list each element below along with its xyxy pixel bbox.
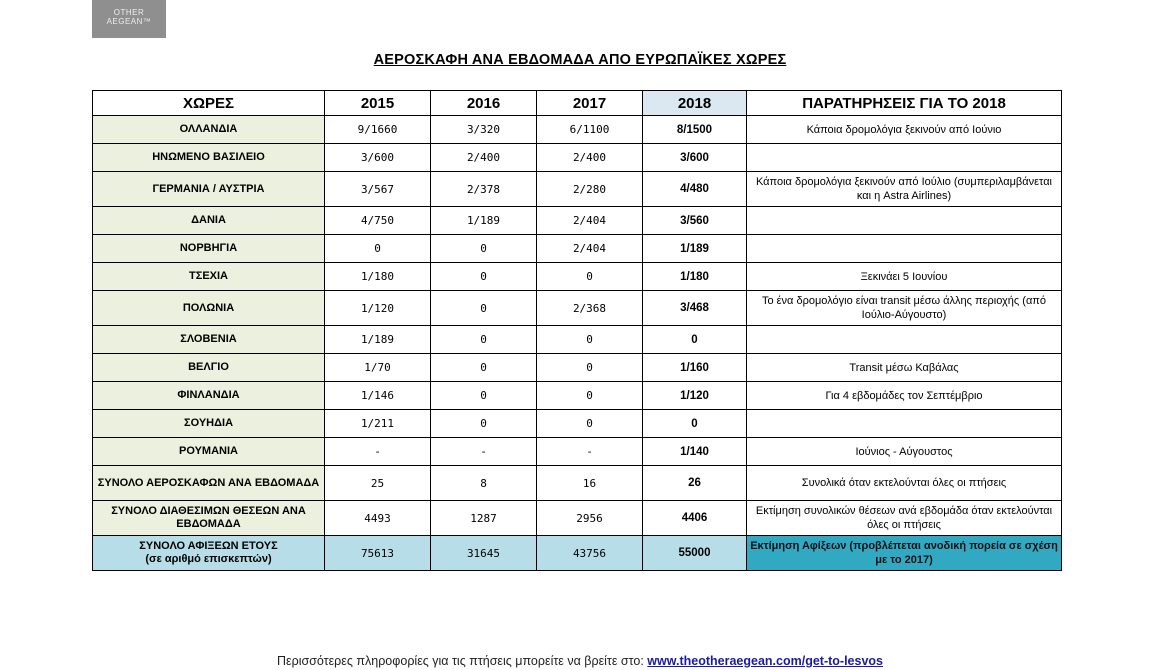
value-2018: 0: [643, 410, 747, 438]
header-2016: 2016: [431, 91, 537, 116]
table-row: [93, 410, 1062, 438]
note-cell: Συνολικά όταν εκτελούνται όλες οι πτήσεις: [747, 466, 1062, 501]
value-2017: 43756: [537, 536, 643, 571]
value-2016: 8: [431, 466, 537, 501]
value-2016: -: [431, 438, 537, 466]
value-2018: 1/189: [643, 235, 747, 263]
total-aircraft-row: [93, 466, 1062, 501]
value-2017: 2/404: [537, 235, 643, 263]
value-2017: 0: [537, 410, 643, 438]
table-row: [93, 207, 1062, 235]
flights-table: [92, 90, 1062, 571]
table-row: [93, 116, 1062, 144]
value-2016: 2/378: [431, 172, 537, 207]
value-2017: 0: [537, 354, 643, 382]
value-2018: 4/480: [643, 172, 747, 207]
value-2016: 0: [431, 382, 537, 410]
note-cell: [747, 326, 1062, 354]
value-2016: 0: [431, 354, 537, 382]
country-cell: ΗΝΩΜΕΝΟ ΒΑΣΙΛΕΙΟ: [93, 144, 325, 172]
note-cell: Για 4 εβδομάδες τον Σεπτέμβριο: [747, 382, 1062, 410]
note-cell: Κάποια δρομολόγια ξεκινούν από Ιούνιο: [747, 116, 1062, 144]
note-cell: [747, 410, 1062, 438]
value-2018: 3/468: [643, 291, 747, 326]
arrivals-label: ΣΥΝΟΛΟ ΑΦΙΞΕΩΝ ΕΤΟΥΣ: [139, 540, 278, 552]
value-2016: 0: [431, 263, 537, 291]
note-cell: [747, 144, 1062, 172]
value-2016: 0: [431, 235, 537, 263]
note-cell: [747, 207, 1062, 235]
logo-line1: OTHER: [113, 8, 145, 17]
header-row: [93, 91, 1062, 116]
value-2017: -: [537, 438, 643, 466]
note-cell: Εκτίμηση συνολικών θέσεων ανά εβδομάδα όταν εκτελούνται όλες οι πτήσεις: [747, 501, 1062, 536]
value-2015: 1/189: [325, 326, 431, 354]
note-cell: Ιούνιος - Αύγουστος: [747, 438, 1062, 466]
value-2018: 3/600: [643, 144, 747, 172]
table-row: [93, 382, 1062, 410]
value-2016: 0: [431, 291, 537, 326]
value-2018: 26: [643, 466, 747, 501]
value-2016: 1/189: [431, 207, 537, 235]
value-2017: 2956: [537, 501, 643, 536]
value-2016: 2/400: [431, 144, 537, 172]
table-row: [93, 172, 1062, 207]
note-cell: Ξεκινάει 5 Ιουνίου: [747, 263, 1062, 291]
value-2017: 0: [537, 326, 643, 354]
value-2015: 4493: [325, 501, 431, 536]
header-2015: 2015: [325, 91, 431, 116]
value-2017: 2/368: [537, 291, 643, 326]
website-link[interactable]: www.theotheraegean.com/get-to-lesvos: [647, 654, 883, 668]
value-2015: 0: [325, 235, 431, 263]
value-2016: 1287: [431, 501, 537, 536]
header-2018: 2018: [643, 91, 747, 116]
value-2018: 55000: [643, 536, 747, 571]
country-cell: ΣΥΝΟΛΟ ΔΙΑΘΕΣΙΜΩΝ ΘΕΣΕΩΝ ΑΝΑ ΕΒΔΟΜΑΔΑ: [93, 501, 325, 536]
value-2016: 3/320: [431, 116, 537, 144]
header-notes: ΠΑΡΑΤΗΡΗΣΕΙΣ ΓΙΑ ΤΟ 2018: [747, 91, 1062, 116]
country-cell: ΣΟΥΗΔΙΑ: [93, 410, 325, 438]
value-2017: 2/404: [537, 207, 643, 235]
country-cell: ΤΣΕΧΙΑ: [93, 263, 325, 291]
total-seats-row: [93, 501, 1062, 536]
value-2017: 16: [537, 466, 643, 501]
arrivals-sublabel: (σε αριθμό επισκεπτών): [145, 553, 272, 565]
value-2015: 9/1660: [325, 116, 431, 144]
value-2015: 1/146: [325, 382, 431, 410]
value-2018: 1/140: [643, 438, 747, 466]
note-cell: Transit μέσω Καβάλας: [747, 354, 1062, 382]
note-cell: [747, 235, 1062, 263]
value-2018: 0: [643, 326, 747, 354]
value-2017: 0: [537, 382, 643, 410]
page-title: ΑΕΡΟΣΚΑΦΗ ΑΝΑ ΕΒΔΟΜΑΔΑ ΑΠΟ ΕΥΡΩΠΑΪΚΕΣ ΧΩΡΕΣ: [373, 52, 787, 68]
table-row: [93, 263, 1062, 291]
value-2016: 0: [431, 326, 537, 354]
country-cell: ΣΛΟΒΕΝΙΑ: [93, 326, 325, 354]
value-2015: 1/120: [325, 291, 431, 326]
table-row: [93, 326, 1062, 354]
value-2015: 25: [325, 466, 431, 501]
value-2015: 1/180: [325, 263, 431, 291]
country-cell: ΠΟΛΩΝΙΑ: [93, 291, 325, 326]
country-cell: ΡΟΥΜΑΝΙΑ: [93, 438, 325, 466]
header-country: ΧΩΡΕΣ: [93, 91, 325, 116]
country-cell: ΒΕΛΓΙΟ: [93, 354, 325, 382]
note-cell: Κάποια δρομολόγια ξεκινούν από Ιούλιο (συμπεριλαμβάνεται και η Astra Airlines): [747, 172, 1062, 207]
country-cell: ΝΟΡΒΗΓΙΑ: [93, 235, 325, 263]
value-2018: 1/160: [643, 354, 747, 382]
logo-line2: AEGEAN™: [106, 17, 152, 26]
value-2018: 1/180: [643, 263, 747, 291]
header-2017: 2017: [537, 91, 643, 116]
value-2015: 1/211: [325, 410, 431, 438]
footer: [0, 654, 1160, 668]
table-row: [93, 438, 1062, 466]
value-2015: 1/70: [325, 354, 431, 382]
value-2015: 3/567: [325, 172, 431, 207]
value-2015: -: [325, 438, 431, 466]
value-2017: 6/1100: [537, 116, 643, 144]
value-2016: 31645: [431, 536, 537, 571]
table-row: [93, 354, 1062, 382]
country-cell: ΟΛΛΑΝΔΙΑ: [93, 116, 325, 144]
value-2015: 3/600: [325, 144, 431, 172]
total-arrivals-row: [93, 536, 1062, 571]
value-2017: 0: [537, 263, 643, 291]
value-2015: 4/750: [325, 207, 431, 235]
value-2017: 2/280: [537, 172, 643, 207]
table-row: [93, 235, 1062, 263]
table-row: [93, 291, 1062, 326]
note-cell: Το ένα δρομολόγιο είναι transit μέσω άλλης περιοχής (από Ιούλιο-Αύγουστο): [747, 291, 1062, 326]
value-2018: 3/560: [643, 207, 747, 235]
country-cell: ΣΥΝΟΛΟ ΑΕΡΟΣΚΑΦΩΝ ΑΝΑ ΕΒΔΟΜΑΔΑ: [93, 466, 325, 501]
footer-text: Περισσότερες πληροφορίες για τις πτήσεις μπορείτε να βρείτε στο:: [276, 654, 648, 668]
value-2015: 75613: [325, 536, 431, 571]
table-row: [93, 144, 1062, 172]
logo: [92, 0, 166, 38]
country-cell: ΓΕΡΜΑΝΙΑ / ΑΥΣΤΡΙΑ: [93, 172, 325, 207]
value-2018: 1/120: [643, 382, 747, 410]
value-2016: 0: [431, 410, 537, 438]
arrivals-label-cell: [93, 536, 325, 571]
value-2018: 4406: [643, 501, 747, 536]
country-cell: ΦΙΝΛΑΝΔΙΑ: [93, 382, 325, 410]
country-cell: ΔΑΝΙΑ: [93, 207, 325, 235]
value-2018: 8/1500: [643, 116, 747, 144]
note-cell: Εκτίμηση Αφίξεων (προβλέπεται ανοδική πορεία σε σχέση με το 2017): [747, 536, 1062, 571]
value-2017: 2/400: [537, 144, 643, 172]
